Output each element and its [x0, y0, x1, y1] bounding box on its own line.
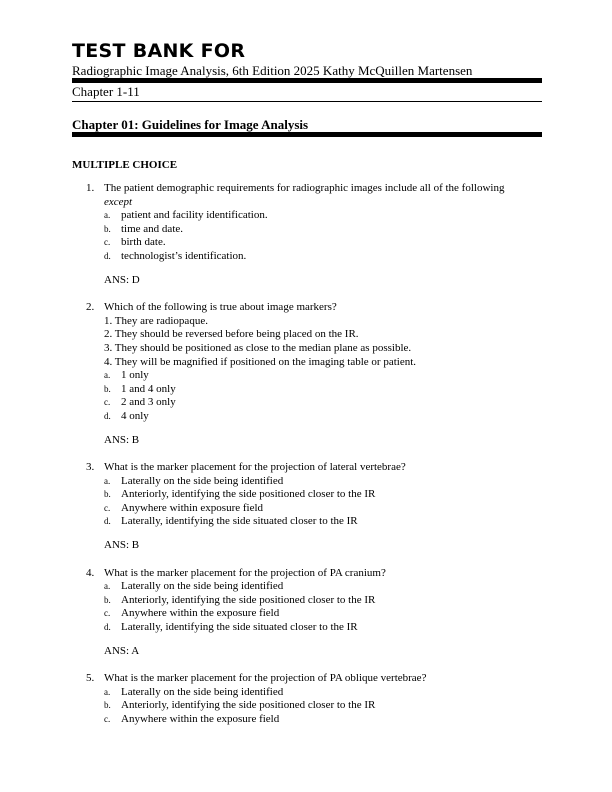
option-letter: c. [104, 397, 111, 408]
question-statement: 3. They should be positioned as close to the median plane as possible. [104, 341, 412, 354]
answer-option [0, 686, 612, 700]
option-letter: b. [104, 223, 111, 234]
answer-option [0, 580, 612, 594]
answer-option [0, 699, 612, 713]
question-item [0, 301, 612, 447]
document-title: TEST BANK FOR [72, 40, 246, 62]
answer-key: ANS: A [104, 644, 140, 657]
answer-option [0, 383, 612, 397]
chapter-title: Chapter 01: Guidelines for Image Analysis [72, 117, 309, 132]
question-number: 5. [86, 672, 95, 685]
question-statement: 1. They are radiopaque. [104, 314, 208, 327]
option-letter: c. [104, 502, 111, 513]
header-divider [72, 78, 542, 83]
chapter-title-divider [72, 132, 542, 137]
chapter-range: Chapter 1-11 [72, 84, 140, 99]
option-text: Anywhere within the exposure field [121, 713, 280, 725]
question-list [0, 182, 612, 741]
option-letter: b. [104, 594, 111, 605]
section-heading: MULTIPLE CHOICE [72, 159, 178, 171]
option-letter: a. [104, 581, 111, 592]
option-text: 4 only [121, 409, 149, 422]
answer-option [0, 250, 612, 264]
option-text: Laterally, identifying the side situated closer to the IR [121, 621, 358, 634]
document-subtitle: Radiographic Image Analysis, 6th Edition 2025 Kathy McQuillen Martensen [72, 63, 473, 78]
option-letter: d. [104, 410, 111, 421]
option-letter: a. [104, 475, 111, 486]
answer-key: ANS: B [104, 433, 140, 446]
question-stem: The patient demographic requirements for radiographic images include all of the following [104, 182, 505, 194]
question-item [0, 567, 612, 659]
option-text: Anteriorly, identifying the side positioned closer to the IR [121, 593, 376, 606]
option-text: Laterally on the side being identified [121, 580, 284, 593]
question-statement: 2. They should be reversed before being placed on the IR. [104, 328, 359, 341]
question-stem: What is the marker placement for the projection of lateral vertebrae? [104, 461, 406, 474]
option-text: 1 and 4 only [121, 382, 176, 395]
question-text [104, 301, 544, 315]
question-text [104, 672, 544, 686]
answer-option [0, 475, 612, 489]
option-text: Laterally on the side being identified [121, 685, 284, 698]
answer-option [0, 396, 612, 410]
question-text [104, 182, 544, 209]
answer-option [0, 236, 612, 250]
question-item [0, 182, 612, 287]
question-stem: What is the marker placement for the projection of PA oblique vertebrae? [104, 672, 427, 685]
answer-option [0, 223, 612, 237]
question-text [104, 567, 544, 581]
option-text: Laterally on the side being identified [121, 474, 284, 487]
question-stem: Which of the following is true about image markers? [104, 301, 337, 314]
option-text: time and date. [121, 222, 184, 235]
question-stem: What is the marker placement for the projection of PA cranium? [104, 566, 386, 579]
question-item [0, 461, 612, 553]
option-letter: b. [104, 700, 111, 711]
question-text [104, 461, 544, 475]
answer-option [0, 369, 612, 383]
option-letter: d. [104, 516, 111, 527]
option-text: technologist’s identification. [121, 249, 247, 262]
option-letter: c. [104, 714, 111, 724]
option-letter: d. [104, 250, 111, 261]
option-text: Anteriorly, identifying the side positioned closer to the IR [121, 699, 376, 712]
chapter-range-underline [72, 101, 542, 102]
option-text: Anteriorly, identifying the side positioned closer to the IR [121, 488, 376, 501]
answer-option [0, 594, 612, 608]
option-letter: d. [104, 622, 111, 633]
answer-key: ANS: B [104, 539, 140, 552]
option-letter: c. [104, 608, 111, 619]
option-letter: a. [104, 210, 111, 221]
option-text: Anywhere within exposure field [121, 501, 264, 514]
answer-option [0, 607, 612, 621]
answer-key: ANS: D [104, 273, 140, 286]
option-text: birth date. [121, 236, 166, 249]
answer-option [0, 713, 612, 727]
option-text: Laterally, identifying the side situated closer to the IR [121, 515, 358, 528]
option-letter: a. [104, 686, 111, 697]
option-text: 1 only [121, 369, 149, 382]
question-item [0, 672, 612, 726]
option-text: Anywhere within the exposure field [121, 607, 280, 620]
answer-option [0, 209, 612, 223]
option-text: patient and facility identification. [121, 209, 268, 222]
answer-option [0, 488, 612, 502]
question-number: 4. [86, 566, 95, 579]
question-number: 3. [86, 461, 95, 474]
option-letter: a. [104, 370, 111, 381]
answer-option [0, 410, 612, 424]
answer-option [0, 502, 612, 516]
option-letter: b. [104, 489, 111, 500]
question-emphasis: except [104, 195, 133, 208]
answer-option [0, 621, 612, 635]
question-number: 1. [86, 182, 95, 194]
option-text: 2 and 3 only [121, 396, 176, 409]
question-number: 2. [86, 301, 95, 314]
question-statement: 4. They will be magnified if positioned on the imaging table or patient. [104, 355, 417, 368]
option-letter: c. [104, 237, 111, 248]
option-letter: b. [104, 383, 111, 394]
answer-option [0, 515, 612, 529]
